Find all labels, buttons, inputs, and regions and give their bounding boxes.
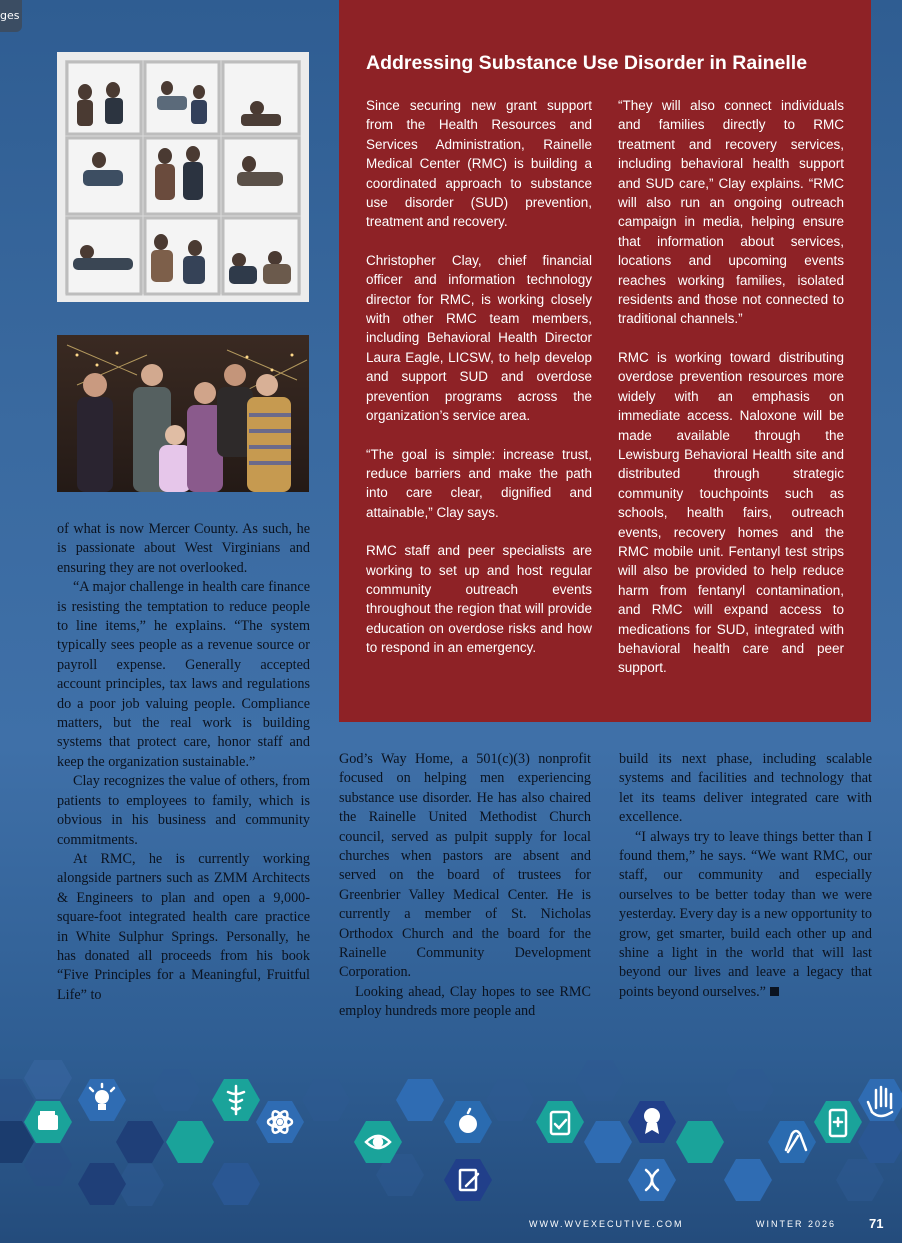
sidebar-left-column — [366, 96, 592, 677]
sidebar-box — [339, 0, 871, 722]
article-paragraph: Clay recognizes the value of others, from patients to employees to family, which is obvious in his business and community commitments. — [57, 773, 310, 848]
article-paragraph: God’s Way Home, a 501(c)(3) nonprofit focused on helping men experiencing substance use disorder. He has also chaired the Rainelle United Methodist Church council, served as pulpit supply for local churches when pastors are absent and served on the board of trustees for Greenbrier Valley Medical Center. He is currently a member of St. Nicholas Orthodox Church and the board for the Rainelle Community Development Corporation. — [339, 751, 591, 981]
article-final-text: “I always try to leave things better than I found them,” he says. “We want RMC, our staff, our community and especially ourselves to be better today than we were yesterday. Every day is a new opportunity to grow, get smarter, build each other up and shine a light in the world that will last beyond our lives and leave a legacy that points beyond ourselves.” — [619, 828, 872, 1000]
sidebar-title: Addressing Substance Use Disorder in Rainelle — [366, 52, 808, 74]
sidebar-paragraph: RMC staff and peer specialists are working to set up and host regular community outreach events throughout the region that will provide education on overdose risks and how to respond in an emergency. — [366, 543, 592, 656]
article-paragraph-final — [619, 828, 872, 1003]
sidebar-paragraph: “They will also connect individuals and families directly to RMC treatment and recovery services, including behavioral health support and SUD care,” Clay explains. “RMC will also run an ongoing outreach campaign in media, helping ensure that information about services, locations and upcoming events reaches working families, isolated residents and those not connected to traditional channels.” — [618, 98, 844, 327]
page-number: 71 — [869, 1216, 884, 1231]
group-photo — [57, 335, 309, 492]
article-paragraph: At RMC, he is currently working alongside partners such as ZMM Architects & Engineers to plan and open a 9,000-square-foot integrated health care practice in White Sulphur Springs. Personally, he has donated all proceeds from his book “Five Principles for a Meaningful, Fruitful Life” to — [57, 850, 310, 1003]
sidebar-right-column — [618, 96, 844, 697]
article-column-1 — [57, 520, 310, 1005]
sidebar-paragraph: RMC is working toward distributing overdose prevention resources more widely with an emphasis on immediate access. Naloxone will be made available through the Lewisburg Behavioral Health site and distributed through strategic community touchpoints such as schools, health fairs, outreach events, recovery homes and the RMC mobile unit. Fentanyl test strips will also be provided to help reduce harm from fentanyl contamination, and RMC will expand access to medications for SUD, integrated with behavioral health care and peer support. — [618, 349, 844, 676]
article-column-3 — [619, 750, 872, 1002]
article-paragraph: build its next phase, including scalable systems and facilities and technology that let its teams deliver integrated care with excellence. — [619, 751, 872, 826]
edge-tab[interactable] — [0, 0, 22, 32]
sidebar-paragraph: Since securing new grant support from the Health Resources and Services Administration, Rainelle Medical Center (RMC) is building a coordinated approach to substance use disorder (SUD) prevention, treatment and recovery. — [366, 98, 592, 230]
article-column-2 — [339, 750, 591, 1022]
grid-photo — [57, 52, 309, 302]
sidebar-paragraph: “The goal is simple: increase trust, reduce barriers and make the path into care clear, dignified and attainable,” Clay says. — [366, 446, 592, 520]
sidebar-paragraph: Christopher Clay, chief financial officer and information technology director for RMC, is working closely with other RMC team members, including Behavioral Health Director Laura Eagle, LICSW, to help develop and support SUD and overdose prevention programs across the organization’s service area. — [366, 252, 592, 424]
article-paragraph: “A major challenge in health care finance is resisting the temptation to reduce people to line items,” he explains. “The system typically sees people as a revenue source or payroll expense. Generally accepted account principles, tax laws and regulations do a poor job valuing people. Compliance matters, but the real work is building systems that protect care, honor staff and keep the organization sustainable.” — [57, 579, 310, 770]
article-paragraph: of what is now Mercer County. As such, he is passionate about West Virginians and ensuring they are not overlooked. — [57, 521, 310, 576]
end-mark-icon — [770, 987, 779, 996]
footer-issue: WINTER 2026 — [756, 1219, 837, 1229]
edge-tab-label: ges — [0, 9, 20, 22]
hexagon-icon-band — [0, 1060, 902, 1210]
footer-url: WWW.WVEXECUTIVE.COM — [529, 1219, 684, 1229]
wallet-icon — [38, 1111, 58, 1130]
shelving-grid-image — [57, 52, 309, 302]
article-paragraph: Looking ahead, Clay hopes to see RMC employ hundreds more people and — [339, 983, 591, 1020]
family-group-image — [57, 335, 309, 492]
